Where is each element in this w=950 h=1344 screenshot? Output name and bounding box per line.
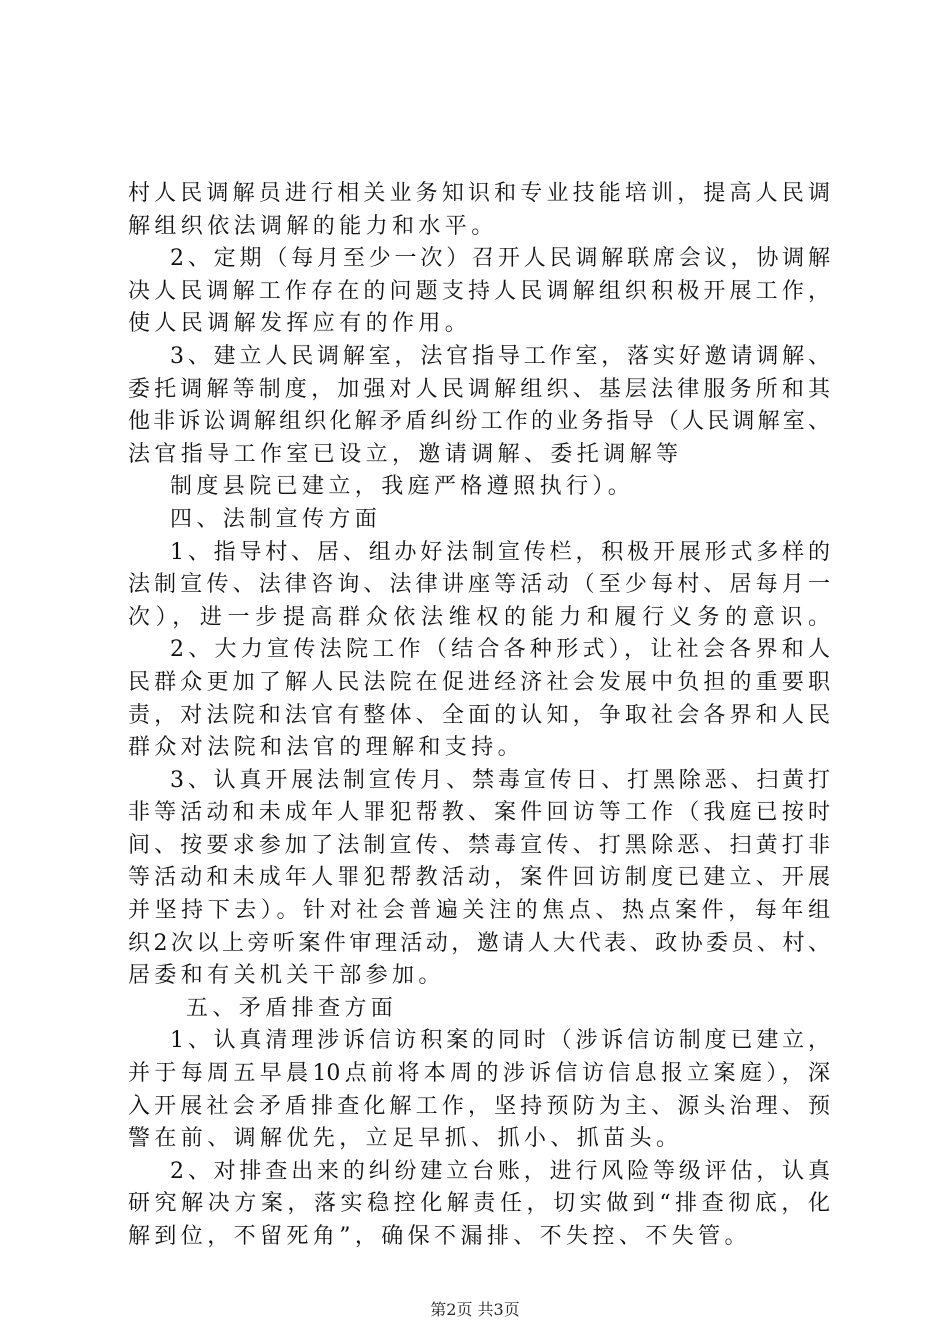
section-heading: 四、法制宣传方面 (170, 506, 382, 532)
text-line: 民群众更加了解人民法院在促进经济社会发展中负担的重要职 (128, 669, 830, 695)
text-line: 3、认真开展法制宣传月、禁毒宣传日、打黑除恶、扫黄打 (170, 767, 830, 793)
text-line: 1、指导村、居、组办好法制宣传栏，积极开展形式多样的 (170, 539, 830, 565)
text-line: 3、建立人民调解室，法官指导工作室，落实好邀请调解、 (170, 343, 830, 369)
text-line: 使人民调解发挥应有的作用。 (128, 311, 472, 337)
text-line: 间、按要求参加了法制宣传、禁毒宣传、打黑除恶、扫黄打非 (128, 832, 830, 858)
text-line: 2、对排查出来的纠纷建立台账，进行风险等级评估，认真 (170, 1158, 830, 1184)
text-line: 群众对法院和法官的理解和支持。 (128, 735, 525, 761)
text-line: 法官指导工作室已设立，邀请调解、委托调解等 (128, 441, 683, 467)
text-line: 他非诉讼调解组织化解矛盾纠纷工作的业务指导（人民调解室、 (128, 409, 830, 435)
section-heading: 五、矛盾排查方面 (186, 995, 398, 1021)
text-line: 法制宣传、法律咨询、法律讲座等活动（至少每村、居每月一 (128, 572, 830, 598)
text-line: 解到位，不留死角”，确保不漏排、不失控、不失管。 (128, 1224, 751, 1249)
text-line: 入开展社会矛盾排查化解工作，坚持预防为主、源头治理、预 (128, 1093, 830, 1119)
text-line: 村人民调解员进行相关业务知识和专业技能培训，提高人民调 (128, 181, 830, 206)
text-line: 决人民调解工作存在的问题支持人民调解组织积极开展工作， (128, 278, 830, 304)
text-line: 次），进一步提高群众依法维权的能力和履行义务的意识。 (128, 604, 830, 630)
text-line: 2、定期（每月至少一次）召开人民调解联席会议，协调解 (170, 246, 830, 272)
text-line: 居委和有关机关干部参加。 (128, 963, 445, 989)
page-number-footer: 第2页 共3页 (430, 1300, 520, 1319)
text-line: 制度县院已建立，我庭严格遵照执行）。 (170, 474, 635, 500)
text-line: 织2次以上旁听案件审理活动，邀请人大代表、政协委员、村、 (128, 930, 830, 956)
text-line: 警在前、调解优先，立足早抓、抓小、抓苗头。 (128, 1126, 683, 1152)
text-line: 研究解决方案，落实稳控化解责任，切实做到“排查彻底，化 (128, 1191, 830, 1217)
text-line: 2、大力宣传法院工作（结合各种形式），让社会各界和人 (170, 637, 830, 663)
text-line: 责，对法院和法官有整体、全面的认知，争取社会各界和人民 (128, 702, 830, 728)
text-line: 1、认真清理涉诉信访积案的同时（涉诉信访制度已建立， (170, 1028, 830, 1054)
text-line: 等活动和未成年人罪犯帮教活动，案件回访制度已建立、开展 (128, 865, 830, 891)
text-line: 委托调解等制度，加强对人民调解组织、基层法律服务所和其 (128, 376, 830, 402)
text-line: 解组织依法调解的能力和水平。 (128, 213, 498, 239)
text-line: 并坚持下去）。针对社会普遍关注的焦点、热点案件，每年组 (128, 898, 830, 924)
document-body (128, 178, 830, 1254)
text-line: 非等活动和未成年人罪犯帮教、案件回访等工作（我庭已按时 (128, 800, 830, 826)
text-line: 并于每周五早晨10点前将本周的涉诉信访信息报立案庭），深 (128, 1061, 830, 1087)
